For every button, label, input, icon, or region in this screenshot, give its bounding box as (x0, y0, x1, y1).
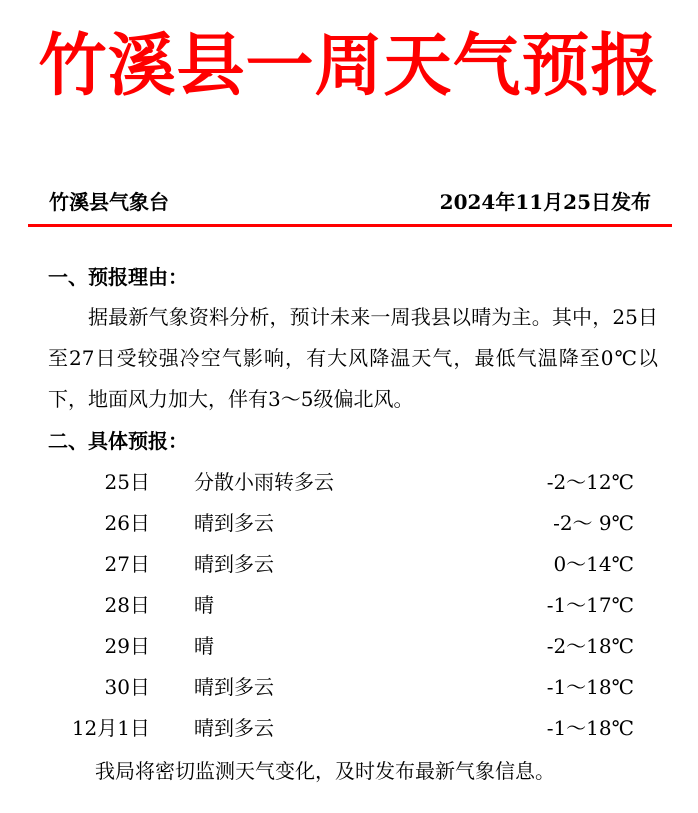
forecast-row (0, 508, 698, 538)
forecast-temp: -1～17℃ (546, 593, 634, 617)
forecast-date: 12月1日 (71, 716, 150, 740)
forecast-weather: 晴到多云 (194, 511, 274, 535)
forecast-row (0, 672, 698, 702)
forecast-date: 29日 (104, 634, 150, 658)
reason-paragraph: 据最新气象资料分析，预计未来一周我县以晴为主。其中，25日至27日受较强冷空气影响，有大风降温天气，最低气温降至0℃以下，地面风力加大，伴有3～5级偏北风。 (48, 305, 658, 411)
forecast-row (0, 590, 698, 620)
forecast-date: 28日 (104, 593, 150, 617)
forecast-temp: -1～18℃ (546, 716, 634, 740)
forecast-temp: 0～14℃ (553, 552, 634, 576)
section-heading-forecast: 二、具体预报： (48, 429, 188, 453)
forecast-weather: 晴 (194, 634, 214, 658)
issue-date: 2024年11月25日发布 (439, 190, 651, 214)
forecast-weather: 晴 (194, 593, 214, 617)
issuer-name: 竹溪县气象台 (49, 190, 169, 214)
forecast-temp: -2～12℃ (546, 470, 634, 494)
forecast-date: 25日 (104, 470, 150, 494)
forecast-weather: 分散小雨转多云 (194, 470, 334, 494)
forecast-date: 30日 (104, 675, 150, 699)
section-heading-reason: 一、预报理由： (48, 265, 188, 289)
forecast-date: 26日 (104, 511, 150, 535)
forecast-row (0, 549, 698, 579)
forecast-row (0, 713, 698, 743)
closing-note: 我局将密切监测天气变化，及时发布最新气象信息。 (95, 759, 555, 783)
forecast-temp: -1～18℃ (546, 675, 634, 699)
forecast-weather: 晴到多云 (194, 675, 274, 699)
forecast-weather: 晴到多云 (194, 716, 274, 740)
forecast-weather: 晴到多云 (194, 552, 274, 576)
page-title: 竹溪县一周天气预报 (38, 27, 660, 106)
forecast-temp: -2～18℃ (546, 634, 634, 658)
header-divider (28, 224, 672, 227)
forecast-date: 27日 (104, 552, 150, 576)
forecast-row (0, 467, 698, 497)
forecast-row (0, 631, 698, 661)
forecast-temp: -2～ 9℃ (553, 511, 634, 535)
